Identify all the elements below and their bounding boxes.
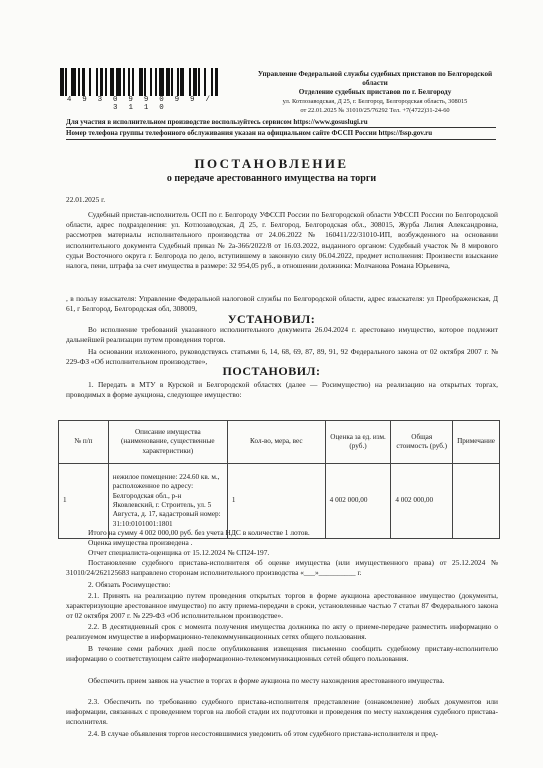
document-subtitle: о передаче арестованного имущества на торги [166,173,377,184]
table-header-cell: Описание имущества (наименование, существенные характеристики) [108,421,227,464]
org-phone: от 22.01.2025 № 31010/25/76292 Тел. +7(4722)31-24-60 [300,107,450,114]
table-cell-qty: 1 [227,464,325,539]
department-name: Отделение судебных приставов по г. Белгороду [298,88,452,96]
obligation-2-3: 2.3. Обеспечить по требованию судебного пристава-исполнителя представление (ознакомление) любых документов или информации, связанных с проведением торгов на любой стадии их подготовки и проведения по месту нахождения судебного пристава-исполнителя. [66,697,498,727]
org-header [240,70,510,115]
table-header-cell: № п/п [59,421,109,464]
org-name-line2: области [362,79,388,87]
established-paragraph-1: Во исполнение требований указанного исполнительного документа 26.04.2024 г. арестовано имущество, которое подлежит дальнейшей реализации путем проведения торгов. [66,325,498,345]
table-header-cell: Оценка за ед. изм. (руб.) [325,421,391,464]
obligation-notify: В течение семи рабочих дней после опубликования извещения письменно сообщить судебному приставу-исполнителю информацию о соответствующем сайте информационно-телекоммуникационных сетей общего пользования. [66,644,498,664]
obligation-applications: Обеспечить прием заявок на участие в торгах в форме аукциона по месту нахождения арестованного имущества. [88,676,445,685]
divider [66,139,496,140]
document-date: 22.01.2025 г. [66,195,106,204]
intro-paragraph: Судебный пристав-исполнитель ОСП по г. Белгороду УФССП России по Белгородской области УФССП России по Белгородской области, адрес подразделения: ул. Котлозаводская, Д 25, г. Белгород, Белгородская обл., 308015, Журба Лилия Александровна, рассмотрев материалы исполнительного производства от 24.06.2022 № 160411/22/31010-ИП, возбужденного на основании исполнительного документа Судебный приказ № 2а-366/2022/8 от 16.03.2022, выданного органом: Судебный участок № 8 мирового судьи Восточного округа г. Белгорода по дело, вступившему в законную силу 06.04.2022, предмет исполнения: Произвести взыскание налога, пени, штрафа за счет имущества в размере: 32 954,05 руб., в отношении должника: Молчанова Романа Юрьевича, [66,210,498,271]
appraisal-decree-paragraph: Постановление судебного пристава-исполнителя об оценке имущества (или имущественного права) от 25.12.2024 № 31010/24/262125683 направлено сторонам исполнительного производства «___»__________ г. [66,558,498,578]
hotline-notice: Номер телефона группы телефонного обслуживания указан на официальном сайте ФССП России https://fssp.gov.ru [66,129,433,137]
table-cell-desc: нежилое помещение: 224.60 кв. м., расположенное по адресу: Белгородская обл., р-н Яковлевский, г. Строитель, ул. 5 Августа, д. 17, кадастровый номер: 31:10:0101001:1801 [108,464,227,539]
decree-heading: ПОСТАНОВИЛ: [222,364,321,378]
property-table [58,420,500,539]
table-cell-price: 4 002 000,00 [325,464,391,539]
document-title: ПОСТАНОВЛЕНИЕ [194,156,349,171]
table-cell-num: 1 [59,464,109,539]
barcode [60,68,220,96]
obligation-2-1: 2.1. Принять на реализацию путем проведения открытых торгов в форме аукциона арестованное имущество (документы, характеризующие арестованное имущество) по акту приема-передачи в сроки, установленные частью 7 статьи 87 Федерального закона от 02 октября 2007 г. № 229-ФЗ «Об исполнительном производстве». [66,591,498,621]
creditor-paragraph: , в пользу взыскателя: Управление Федеральной налоговой службы по Белгородской области, адрес взыскателя: ул Преображенская, Д 61, г Белгород, Белгородская обл, 308009, [66,294,498,314]
decree-paragraph-1: 1. Передать в МТУ в Курской и Белгородской областях (далее — Росимущество) на реализацию на открытых торгах, проводимых в форме аукциона, следующее имущество: [66,380,498,400]
barcode-number: 4 9 3 0 9 9 0 9 9 / 3 1 1 0 [66,96,214,112]
established-heading: УСТАНОВИЛ: [227,312,316,326]
org-address: ул. Котлозаводская, Д 25, г. Белгород, Белгородская область, 308015 [282,98,468,105]
assessment-line: Оценка имущества произведена . [88,538,193,547]
table-header-cell: Общая стоимость (руб.) [391,421,453,464]
gosuslugi-notice: Для участия в исполнительном производстве воспользуйтесь сервисом https://www.gosuslugi.ru [66,118,368,126]
table-header-row [59,421,500,464]
table-header-cell: Примечание [453,421,500,464]
appraiser-report-line: Отчет специалиста-оценщика от 15.12.2024 № СП24-197. [88,548,270,557]
total-line: Итого на сумму 4 002 000,00 руб. без учета НДС в количестве 1 лотов. [88,528,310,537]
divider [66,127,496,128]
table-cell-total: 4 002 000,00 [391,464,453,539]
established-paragraph-2: На основании изложенного, руководствуясь статьями 6, 14, 68, 69, 87, 89, 91, 92 Федерального закона от 02 октября 2007 г. № 229-ФЗ «Об исполнительном производстве», [66,347,498,367]
obligation-2-2: 2.2. В десятидневный срок с момента получения имущества должника по акту о приеме-передаче разместить информацию о реализуемом имуществе в информационно-телекоммуникационных сетях общего пользования. [66,622,498,642]
org-name-line1: Управление Федеральной службы судебных приставов по Белгородской [257,70,493,78]
obligation-2-4: 2.4. В случае объявления торгов несостоявшимися уведомить об этом судебного пристава-исполнителя и пред- [88,729,439,738]
obligation-heading: 2. Обязать Росимущество: [88,580,171,589]
table-header-cell: Кол-во, мера, вес [227,421,325,464]
